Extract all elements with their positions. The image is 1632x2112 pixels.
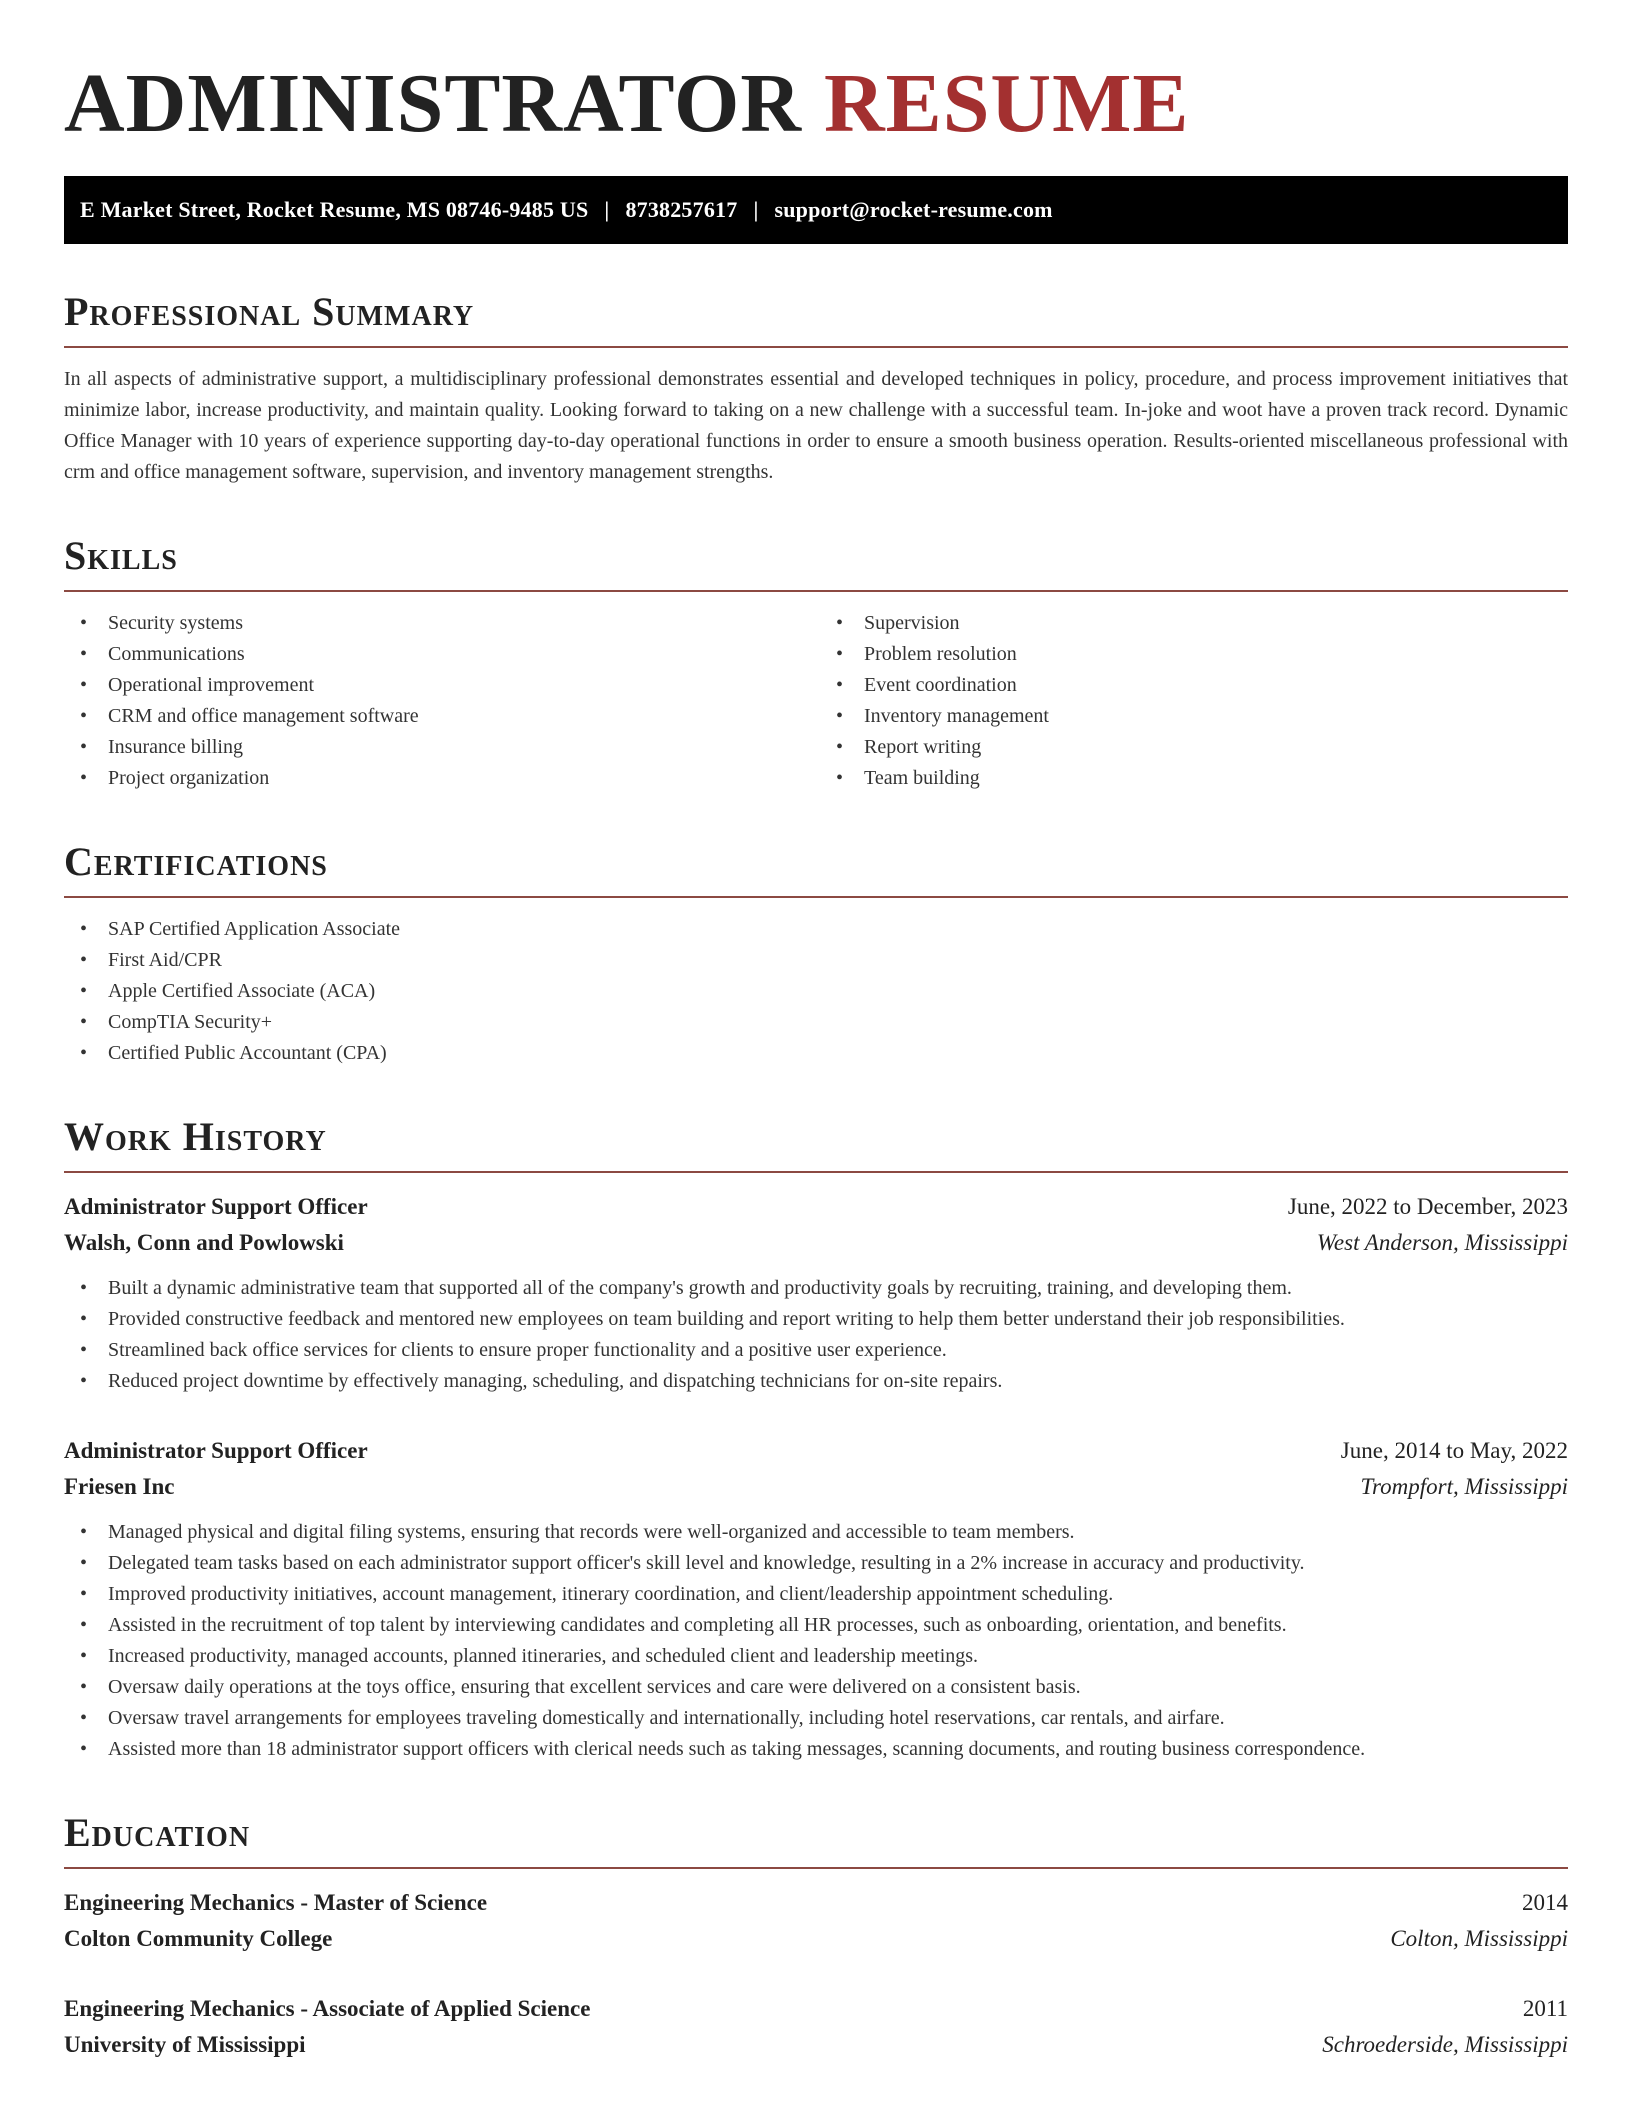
skill-item: • Communications bbox=[64, 639, 816, 670]
skill-item: • Operational improvement bbox=[64, 670, 816, 701]
job-dates: June, 2022 to December, 2023 bbox=[1287, 1194, 1568, 1219]
job-duty: • Built a dynamic administrative team that supported all of the company's growth and productivity goals by recruiting, training, and developing them. bbox=[64, 1273, 1568, 1304]
job-position: Administrator Support Officer bbox=[64, 1194, 368, 1219]
job-dates: June, 2014 to May, 2022 bbox=[1340, 1438, 1568, 1463]
skill-item: • Team building bbox=[820, 763, 1568, 794]
job-location: West Anderson, Mississippi bbox=[1316, 1230, 1568, 1255]
job-location: Trompfort, Mississippi bbox=[1360, 1474, 1568, 1499]
certifications-section bbox=[64, 838, 1568, 1069]
title-main: ADMINISTRATOR bbox=[64, 57, 802, 150]
certification-item: • Certified Public Accountant (CPA) bbox=[64, 1038, 1568, 1069]
certifications-list bbox=[64, 914, 1568, 1069]
title-accent: RESUME bbox=[824, 57, 1190, 150]
skills-heading: Skills bbox=[64, 532, 1568, 592]
education-degree: Engineering Mechanics - Master of Science bbox=[64, 1890, 488, 1915]
work-history-heading: Work History bbox=[64, 1113, 1568, 1173]
job-company: Walsh, Conn and Powlowski bbox=[64, 1230, 344, 1255]
resume-title bbox=[64, 0, 1568, 176]
job-duty: • Reduced project downtime by effectively managing, scheduling, and dispatching technicians for on-site repairs. bbox=[64, 1366, 1568, 1397]
contact-email: support@rocket-resume.com bbox=[774, 197, 1053, 222]
skill-item: • Event coordination bbox=[820, 670, 1568, 701]
skills-list-left bbox=[64, 608, 816, 794]
contact-separator: | bbox=[604, 197, 610, 222]
skill-item: • Inventory management bbox=[820, 701, 1568, 732]
skills-grid bbox=[64, 608, 1568, 794]
education-year: 2014 bbox=[1522, 1890, 1568, 1915]
skill-item: • Problem resolution bbox=[820, 639, 1568, 670]
summary-text: In all aspects of administrative support, a multidisciplinary professional demonstrates essential and developed techniques in policy, procedure, and process improvement initiatives that minimize labor, increase productivity, and maintain quality. Looking forward to taking on a new challenge with a successful team. In-joke and woot have a proven track record. Dynamic Office Manager with 10 years of experience supporting day-to-day operational functions in order to ensure a smooth business operation. Results-oriented miscellaneous professional with crm and office management software, supervision, and inventory management strengths. bbox=[64, 368, 1568, 483]
job-duties bbox=[64, 1517, 1568, 1765]
skill-item: • Report writing bbox=[820, 732, 1568, 763]
education-section bbox=[64, 1809, 1568, 2063]
job-entry bbox=[64, 1433, 1568, 1765]
education-location: Schroederside, Mississippi bbox=[1322, 2032, 1568, 2057]
job-duties bbox=[64, 1273, 1568, 1397]
job-company: Friesen Inc bbox=[64, 1474, 175, 1499]
job-duty: • Improved productivity initiatives, account management, itinerary coordination, and client/leadership appointment scheduling. bbox=[64, 1579, 1568, 1610]
contact-address: E Market Street, Rocket Resume, MS 08746-9485 US bbox=[80, 197, 589, 222]
education-school: University of Mississippi bbox=[64, 2032, 306, 2057]
certification-item: • First Aid/CPR bbox=[64, 945, 1568, 976]
job-duty: • Oversaw travel arrangements for employees traveling domestically and internationally, including hotel reservations, car rentals, and airfare. bbox=[64, 1703, 1568, 1734]
education-entry bbox=[64, 1885, 1568, 1957]
education-heading: Education bbox=[64, 1809, 1568, 1869]
education-year: 2011 bbox=[1522, 1996, 1568, 2021]
education-school: Colton Community College bbox=[64, 1926, 333, 1951]
skill-item: • Security systems bbox=[64, 608, 816, 639]
job-duty: • Increased productivity, managed accounts, planned itineraries, and scheduled client and leadership meetings. bbox=[64, 1641, 1568, 1672]
job-duty: • Streamlined back office services for clients to ensure proper functionality and a positive user experience. bbox=[64, 1335, 1568, 1366]
certifications-heading: Certifications bbox=[64, 838, 1568, 898]
education-entry bbox=[64, 1991, 1568, 2063]
job-entry bbox=[64, 1189, 1568, 1397]
certification-item: • Apple Certified Associate (ACA) bbox=[64, 976, 1568, 1007]
job-duty: • Provided constructive feedback and mentored new employees on team building and report writing to help them better understand their job responsibilities. bbox=[64, 1304, 1568, 1335]
contact-phone: 8738257617 bbox=[625, 197, 738, 222]
certification-item: • CompTIA Security+ bbox=[64, 1007, 1568, 1038]
summary-heading: Professional Summary bbox=[64, 288, 1568, 348]
skills-list-right bbox=[816, 608, 1568, 794]
skill-item: • Insurance billing bbox=[64, 732, 816, 763]
job-duty: • Delegated team tasks based on each administrator support officer's skill level and knowledge, resulting in a 2% increase in accuracy and productivity. bbox=[64, 1548, 1568, 1579]
skill-item: • CRM and office management software bbox=[64, 701, 816, 732]
summary-section bbox=[64, 288, 1568, 488]
work-history-section bbox=[64, 1113, 1568, 1765]
job-duty: • Oversaw daily operations at the toys office, ensuring that excellent services and care were delivered on a consistent basis. bbox=[64, 1672, 1568, 1703]
certification-item: • SAP Certified Application Associate bbox=[64, 914, 1568, 945]
skill-item: • Supervision bbox=[820, 608, 1568, 639]
job-duty: • Assisted more than 18 administrator support officers with clerical needs such as taking messages, scanning documents, and routing business correspondence. bbox=[64, 1734, 1568, 1765]
job-duty: • Assisted in the recruitment of top talent by interviewing candidates and completing all HR processes, such as onboarding, orientation, and benefits. bbox=[64, 1610, 1568, 1641]
skills-section bbox=[64, 532, 1568, 794]
contact-separator: | bbox=[753, 197, 759, 222]
job-duty: • Managed physical and digital filing systems, ensuring that records were well-organized and accessible to team members. bbox=[64, 1517, 1568, 1548]
skill-item: • Project organization bbox=[64, 763, 816, 794]
education-location: Colton, Mississippi bbox=[1390, 1926, 1568, 1951]
job-position: Administrator Support Officer bbox=[64, 1438, 368, 1463]
education-degree: Engineering Mechanics - Associate of Applied Science bbox=[64, 1996, 591, 2021]
contact-bar bbox=[64, 176, 1568, 244]
